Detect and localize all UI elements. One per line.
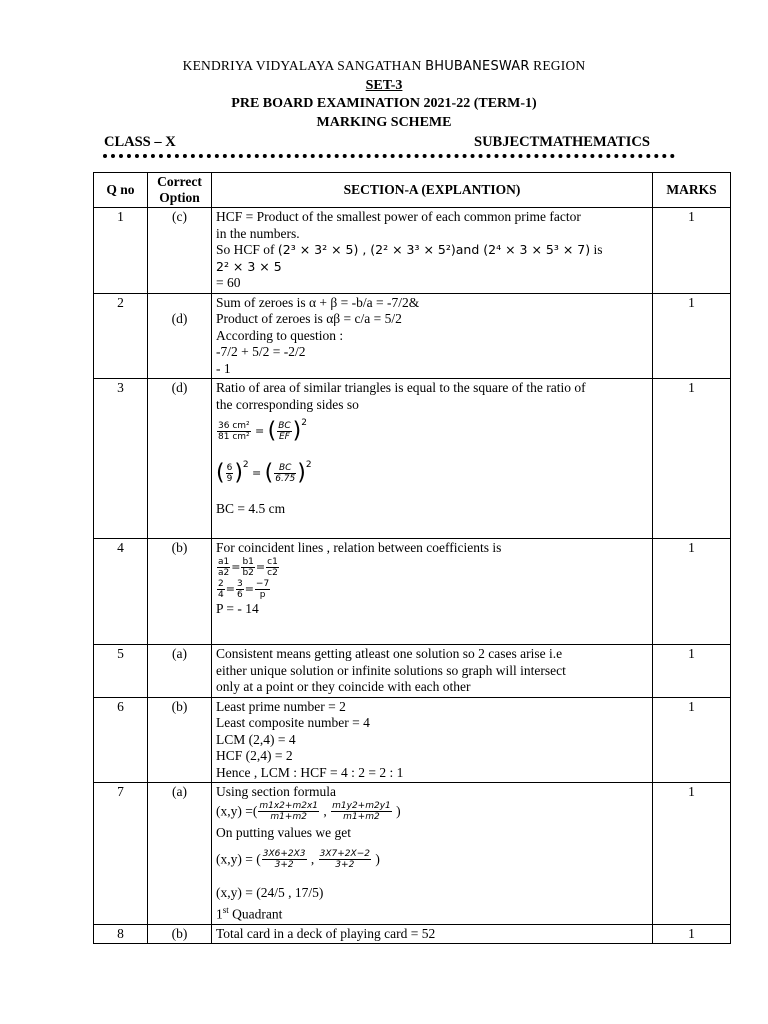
q3-no: 3	[94, 379, 148, 539]
q7-section-formula: (x,y) =( $\frac{m1x2+m2x1}{m1+m2}$ , $\frac{m1y2+m2y1}{m1+m2}$ )	[216, 800, 401, 822]
region-name: BHUBANESWAR	[425, 59, 530, 74]
q7-option: (a)	[148, 783, 212, 925]
q2-no: 2	[94, 293, 148, 379]
dotted-divider	[103, 154, 675, 158]
q3-substituted-equation: ( $\frac{6}{9}$ )$^2$ = ( $\frac{BC}{6.75}$ )$^2$	[216, 460, 312, 486]
set-title: SET-3	[365, 78, 403, 93]
table-row	[94, 208, 731, 294]
q4-no: 4	[94, 539, 148, 645]
header-option: Correct Option	[148, 173, 212, 208]
subject-label: SUBJECTMATHEMATICS	[474, 134, 650, 150]
q3-explanation: Ratio of area of similar triangles is equal to the square of the ratio of the corresponding sides so $\frac{\text{36 cm²}}{\text{81 cm²}}$ = ( $\frac{BC}{EF}$ )$^2$ ( $\frac{6}{9}$ )$^2$ = ( $\frac{BC}{6.75}$ )$^2$ BC = 4.5 cm	[212, 379, 653, 539]
q8-marks: 1	[653, 924, 731, 944]
q4-marks: 1	[653, 539, 731, 645]
marking-scheme-table	[93, 172, 731, 944]
q4-option: (b)	[148, 539, 212, 645]
table-row	[94, 697, 731, 783]
q5-no: 5	[94, 645, 148, 698]
scheme-title: MARKING SCHEME	[316, 115, 452, 130]
q4-value-relation: $\frac{2}{4}$ = $\frac{3}{6}$ = $\frac{-7}{p}$	[218, 578, 270, 600]
q6-no: 6	[94, 697, 148, 783]
q3-ratio-equation: $\frac{\text{36 cm²}}{\text{81 cm²}}$ = ( $\frac{BC}{EF}$ )$^2$	[218, 418, 307, 444]
q2-option: (d)	[148, 293, 212, 379]
q4-explanation: For coincident lines , relation between coefficients is $\frac{a1}{a2}$ = $\frac{b1}{b2}$ = $\frac{c1}{c2}$ $\frac{2}{4}$ = $\frac{3}{6}$ = $\frac{-7}{p}$ P = - 14	[212, 539, 653, 645]
q5-option: (a)	[148, 645, 212, 698]
header-section: SECTION-A (EXPLANTION)	[212, 173, 653, 208]
class-label: CLASS – X	[104, 134, 176, 150]
table-row	[94, 293, 731, 379]
q8-option: (b)	[148, 924, 212, 944]
header-marks: MARKS	[653, 173, 731, 208]
q5-marks: 1	[653, 645, 731, 698]
table-row	[94, 539, 731, 645]
q3-option: (d)	[148, 379, 212, 539]
q3-marks: 1	[653, 379, 731, 539]
q2-explanation: Sum of zeroes is α + β = -b/a = -7/2& Product of zeroes is αβ = c/a = 5/2 According to question : -7/2 + 5/2 = -2/2 - 1	[212, 293, 653, 379]
q1-no: 1	[94, 208, 148, 294]
q1-option: (c)	[148, 208, 212, 294]
q1-marks: 1	[653, 208, 731, 294]
q6-marks: 1	[653, 697, 731, 783]
table-header-row	[94, 173, 731, 208]
region-word: REGION	[533, 58, 586, 73]
q6-option: (b)	[148, 697, 212, 783]
q7-marks: 1	[653, 783, 731, 925]
org-name: KENDRIYA VIDYALAYA SANGATHAN	[182, 58, 422, 73]
q4-ratio-relation: $\frac{a1}{a2}$ = $\frac{b1}{b2}$ = $\frac{c1}{c2}$	[218, 556, 278, 578]
header-org-line	[0, 58, 768, 74]
table-row	[94, 379, 731, 539]
q1-explanation: HCF = Product of the smallest power of each common prime factor in the numbers. So HCF of (2³ × 3² × 5) , (2² × 3³ × 5²)and (2⁴ × 3 × 5³ × 7) is 2² × 3 × 5 = 60	[212, 208, 653, 294]
q8-explanation: Total card in a deck of playing card = 52	[212, 924, 653, 944]
table-row	[94, 924, 731, 944]
q7-substituted-formula: (x,y) = ( $\frac{3X6+2X3}{3+2}$ , $\frac{3X7+2X-2}{3+2}$ )	[216, 849, 380, 870]
q7-no: 7	[94, 783, 148, 925]
header-qno: Q no	[94, 173, 148, 208]
table-row	[94, 645, 731, 698]
table-row	[94, 783, 731, 925]
q2-marks: 1	[653, 293, 731, 379]
q6-explanation: Least prime number = 2 Least composite number = 4 LCM (2,4) = 4 HCF (2,4) = 2 Hence , LCM : HCF = 4 : 2 = 2 : 1	[212, 697, 653, 783]
q7-explanation: Using section formula (x,y) =( $\frac{m1x2+m2x1}{m1+m2}$ , $\frac{m1y2+m2y1}{m1+m2}$ ) On putting values we get (x,y) = ( $\frac{3X6+2X3}{3+2}$ , $\frac{3X7+2X-2}{3+2}$ ) (x,y) = (24/5 , 17/5) 1st Quadrant	[212, 783, 653, 925]
exam-title: PRE BOARD EXAMINATION 2021-22 (TERM-1)	[231, 96, 537, 111]
q5-explanation: Consistent means getting atleast one solution so 2 cases arise i.e either unique solution or infinite solutions so graph will intersect only at a point or they coincide with each other	[212, 645, 653, 698]
q8-no: 8	[94, 924, 148, 944]
